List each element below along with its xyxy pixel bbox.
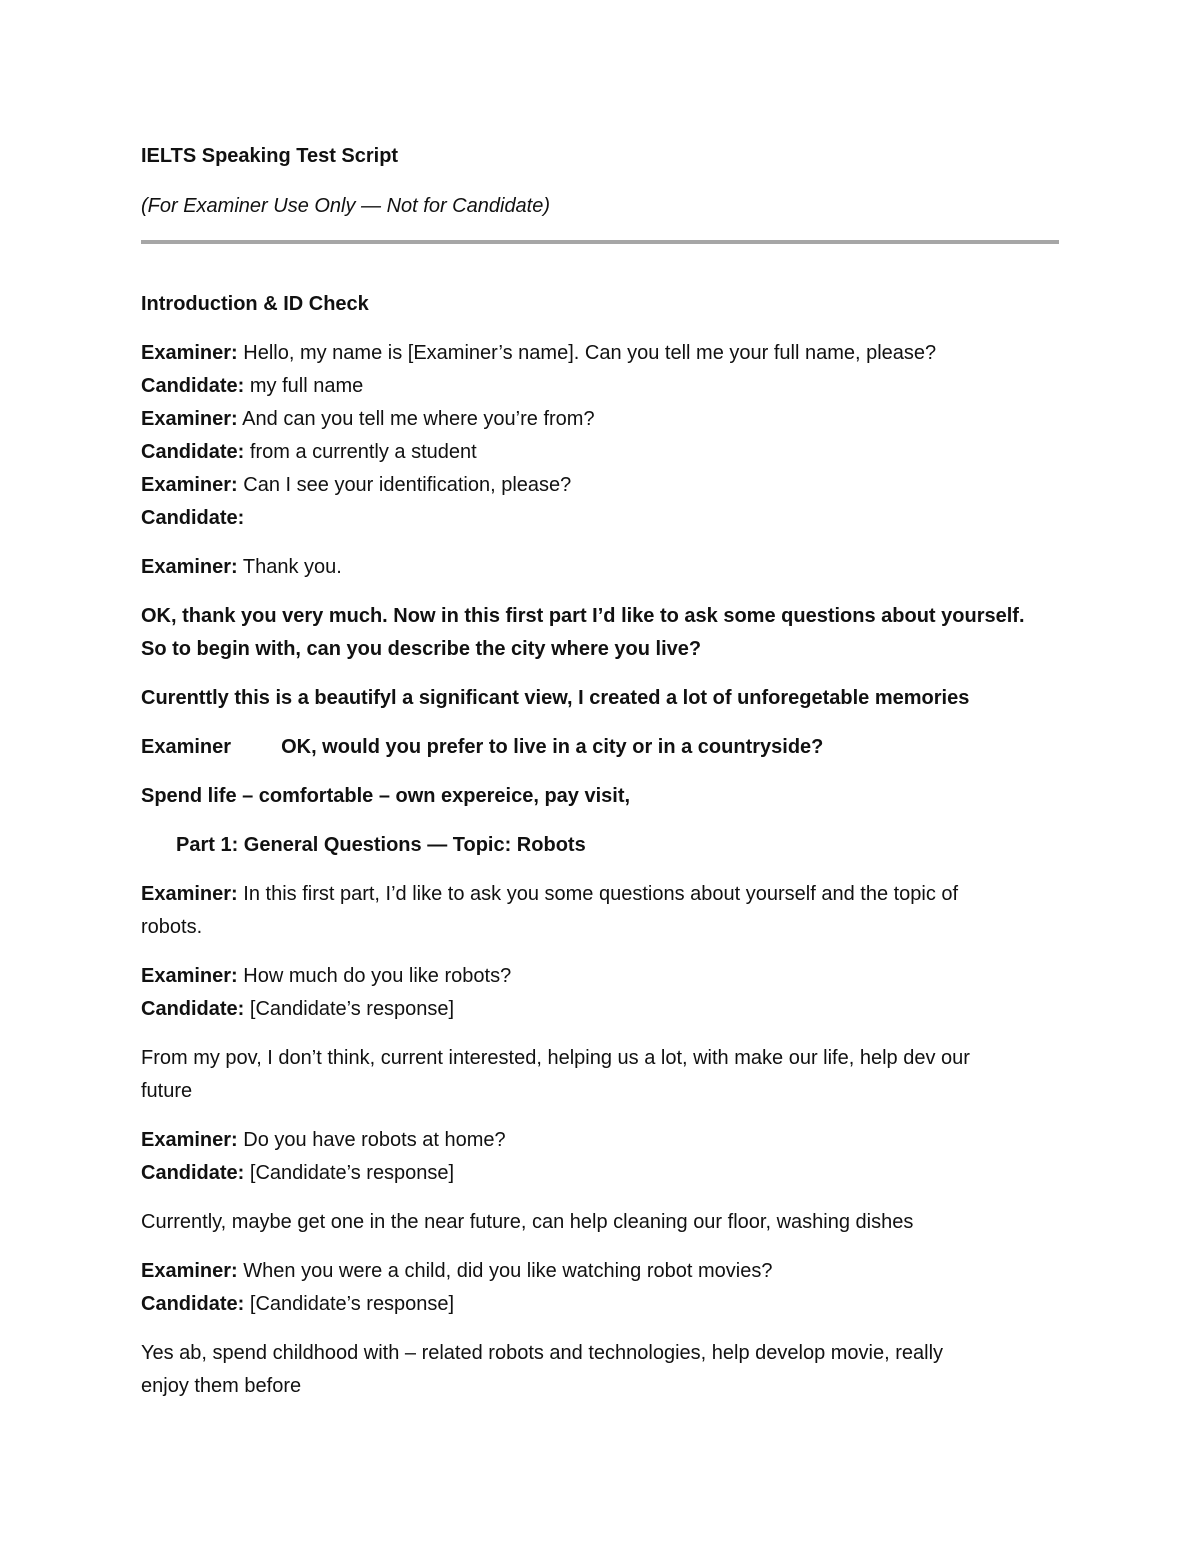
answer-note — [141, 1337, 1059, 1403]
note-line: From my pov, I don’t think, current interested, helping us a lot, with make our life, help dev our — [141, 1047, 970, 1069]
dialogue-text: In this first part, I’d like to ask you some questions about yourself and the topic of — [237, 883, 959, 905]
examiner-question-preference — [141, 731, 1059, 764]
dialogue-line — [141, 993, 1059, 1026]
qa-pair — [141, 960, 1059, 1026]
speaker-label: Candidate: — [141, 1293, 245, 1315]
intro-dialogue — [141, 337, 1059, 535]
dialogue-text: How much do you like robots? — [237, 965, 512, 987]
answer-note — [141, 1206, 1059, 1239]
speaker-label: Examiner: — [141, 408, 238, 430]
horizontal-rule — [141, 240, 1059, 244]
qa-pair — [141, 1255, 1059, 1321]
document-body — [141, 140, 1059, 1403]
dialogue-text: Can I see your identification, please? — [237, 474, 572, 496]
dialogue-line — [141, 1124, 1059, 1157]
document-title: IELTS Speaking Test Script — [141, 145, 399, 167]
dialogue-text: And can you tell me where you’re from? — [237, 408, 595, 430]
note-line: Yes ab, spend childhood with – related robots and technologies, help develop movie, really — [141, 1342, 944, 1364]
dialogue-line — [141, 436, 1059, 469]
dialogue-line — [141, 370, 1059, 403]
speaker-label: Candidate: — [141, 441, 245, 463]
speaker-label: Examiner — [141, 736, 232, 758]
dialogue-text: Thank you. — [237, 556, 342, 578]
speaker-label: Candidate: — [141, 507, 245, 529]
dialogue-text: When you were a child, did you like watching robot movies? — [237, 1260, 773, 1282]
speaker-label: Examiner: — [141, 342, 238, 364]
examiner-thanks — [141, 551, 1059, 584]
question-line: OK, thank you very much. Now in this first part I’d like to ask some questions about yourself. — [141, 605, 1025, 627]
speaker-label: Examiner: — [141, 1260, 238, 1282]
dialogue-line — [141, 337, 1059, 370]
dialogue-line — [141, 469, 1059, 502]
dialogue-text: my full name — [244, 375, 364, 397]
section-heading-part1: Part 1: General Questions — Topic: Robots — [176, 834, 586, 856]
dialogue-line-continued: robots. — [141, 916, 203, 938]
dialogue-line — [141, 502, 1059, 535]
answer-note — [141, 1042, 1059, 1108]
dialogue-text: from a currently a student — [244, 441, 477, 463]
dialogue-text: Hello, my name is [Examiner’s name]. Can you tell me your full name, please? — [237, 342, 937, 364]
dialogue-text: [Candidate’s response] — [244, 1162, 455, 1184]
question-line: So to begin with, can you describe the city where you live? — [141, 638, 702, 660]
speaker-label: Examiner: — [141, 1129, 238, 1151]
part1-intro — [141, 878, 1059, 944]
dialogue-line — [141, 960, 1059, 993]
document-subtitle: (For Examiner Use Only — Not for Candidate) — [141, 195, 551, 217]
note-line: enjoy them before — [141, 1375, 302, 1397]
dialogue-line — [141, 878, 1059, 911]
speaker-label: Examiner: — [141, 965, 238, 987]
speaker-label: Examiner: — [141, 556, 238, 578]
dialogue-line — [141, 1255, 1059, 1288]
speaker-label: Candidate: — [141, 998, 245, 1020]
dialogue-text: [Candidate’s response] — [244, 998, 455, 1020]
section-heading-intro: Introduction & ID Check — [141, 293, 369, 315]
note-line: Currently, maybe get one in the near future, can help cleaning our floor, washing dishes — [141, 1211, 914, 1233]
candidate-answer-city: Curenttly this is a beautifyl a significant view, I created a lot of unforegetable memories — [141, 687, 970, 709]
note-line: future — [141, 1080, 193, 1102]
speaker-label: Examiner: — [141, 883, 238, 905]
examiner-question-city — [141, 600, 1059, 666]
speaker-label: Candidate: — [141, 375, 245, 397]
dialogue-text: Do you have robots at home? — [237, 1129, 506, 1151]
candidate-answer-preference: Spend life – comfortable – own expereice, pay visit, — [141, 785, 631, 807]
dialogue-text: [Candidate’s response] — [244, 1293, 455, 1315]
dialogue-line — [141, 1288, 1059, 1321]
dialogue-line — [141, 403, 1059, 436]
speaker-label: Candidate: — [141, 1162, 245, 1184]
question-text: OK, would you prefer to live in a city or in a countryside? — [281, 736, 824, 758]
dialogue-line — [141, 1157, 1059, 1190]
qa-pair — [141, 1124, 1059, 1190]
speaker-label: Examiner: — [141, 474, 238, 496]
